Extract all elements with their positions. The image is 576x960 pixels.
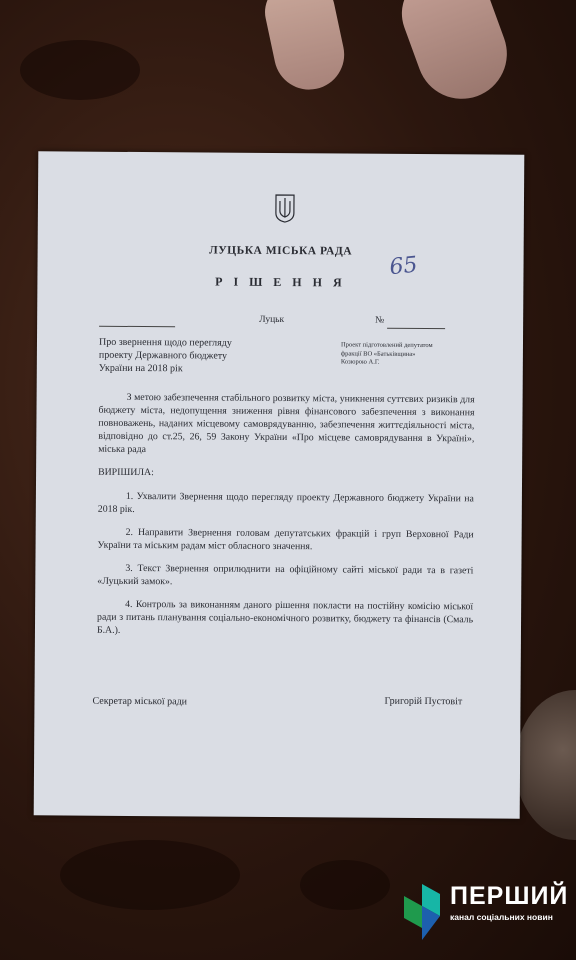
finger [259,0,350,96]
decision-title: Р І Ш Е Н Н Я [215,274,346,290]
round-object [515,690,576,840]
decision-item: 2. Направити Звернення головам депутатських фракцій і груп Верховної Ради України та міським радам міст обласного значення. [97,526,474,553]
council-name: ЛУЦЬКА МІСЬКА РАДА [209,244,353,258]
channel-subtitle: канал соціальних новин [450,912,553,922]
document-page [34,151,525,818]
table-texture [300,860,390,910]
city-label: Луцьк [259,314,285,326]
project-note-line: Козюрою А.Г. [340,358,380,366]
number-line [387,328,445,329]
handwritten-number: 65 [388,252,419,281]
decision-subject [99,336,269,376]
project-note-line: Проект підготовлений депутатом [340,341,433,350]
project-note [341,341,491,368]
decision-body [97,391,475,650]
channel-logo [402,882,572,946]
subject-line: проекту Державного бюджету [98,349,228,362]
project-note-line: фракції ВО «Батьківщина» [340,349,416,358]
number-sign: № [375,315,385,326]
subject-line: України на 2018 рік [98,362,183,375]
channel-logo-icon [402,882,442,942]
decision-item: 4. Контроль за виконанням даного рішення покласти на постійну комісію міської ради з питань планування соціально-економічного розвитку, бюджету та фінансів (Смаль Б.А.). [96,598,474,636]
signer-name: Григорій Пустовіт [384,695,463,708]
table-texture [20,40,140,100]
finger [390,0,519,111]
preamble: З метою забезпечення стабільного розвитку міста, уникнення суттєвих ризиків для бюджету міста, недопущення зниження рівня фінансового забезпечення з виконання повноважень, наданих місцевому самоврядуванню, забезпечення життєдіяльності міста, відповідно до ст.25, 26, 59 Закону України «Про місцеве самоврядування в Україні», міська рада [98,391,475,456]
table-texture [60,840,240,910]
subject-line: Про звернення щодо перегляду [98,336,232,349]
resolved-heading: ВИРІШИЛА: [98,466,154,479]
date-line [99,326,175,328]
signer-title: Секретар міської ради [92,695,188,708]
trident-icon [274,193,296,223]
channel-title: ПЕРШИЙ [450,882,569,910]
decision-item: 1. Ухвалити Звернення щодо перегляду проекту Державного бюджету України на 2018 рік. [97,490,474,515]
decision-item: 3. Текст Звернення оприлюднити на офіційному сайті міської ради та в газеті «Луцький замок». [97,562,474,588]
